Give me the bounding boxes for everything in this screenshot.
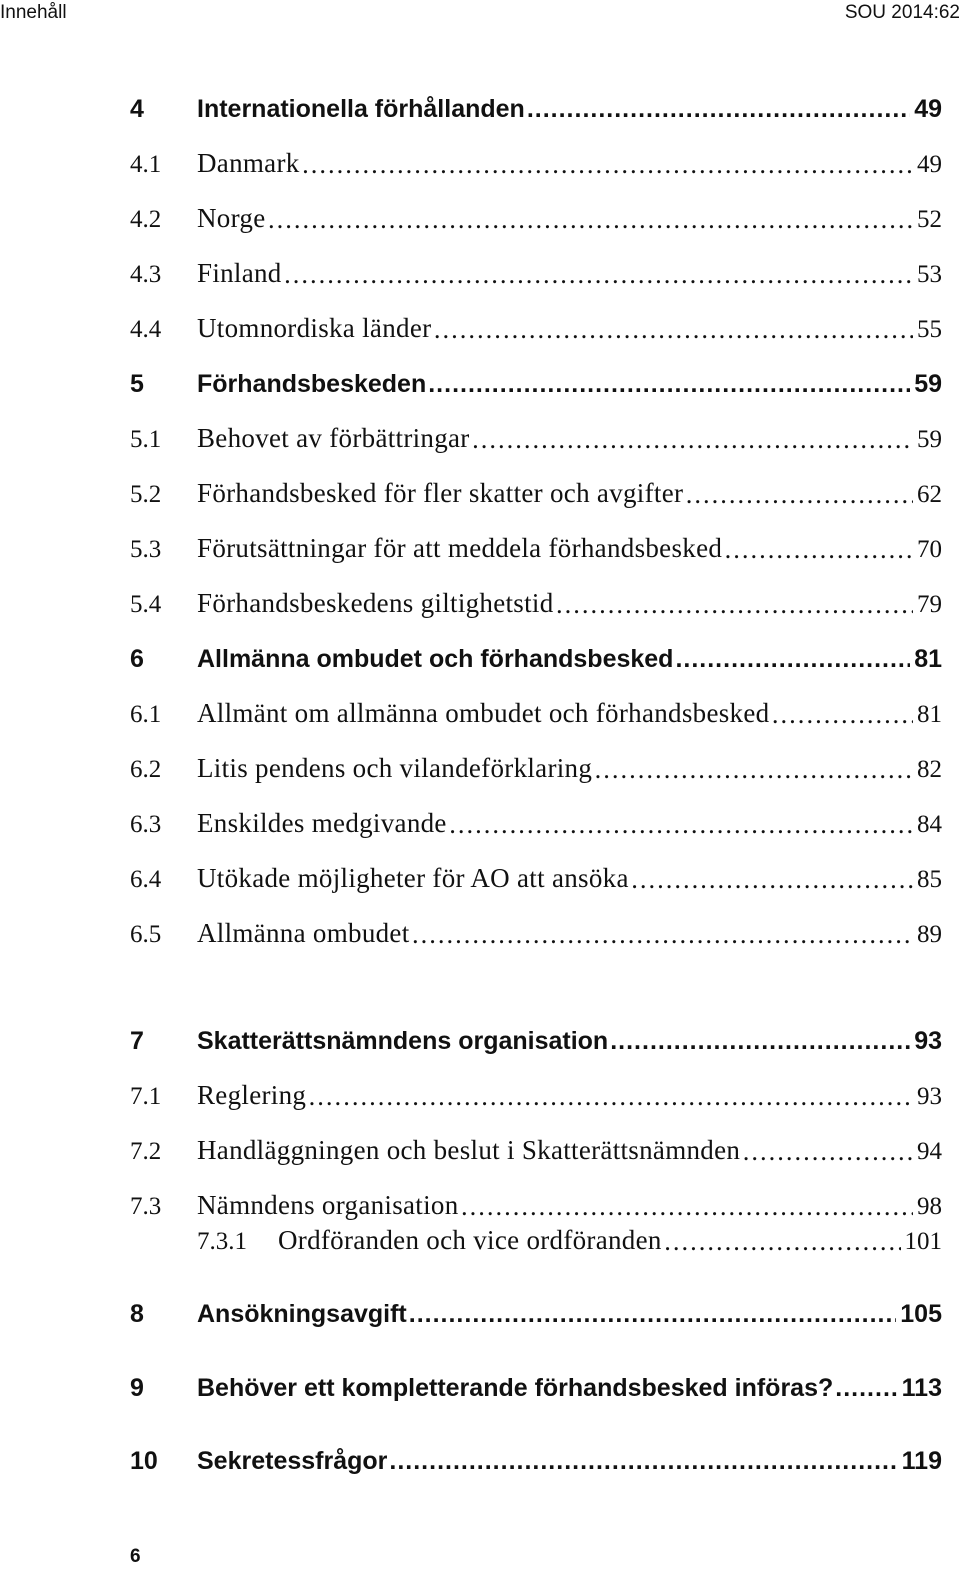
toc-leader — [685, 481, 913, 509]
toc-leader — [472, 426, 913, 454]
toc-number: 6 — [130, 645, 144, 673]
toc-title: Behovet av förbättringar — [197, 423, 470, 453]
toc-leader — [594, 756, 913, 784]
toc-chapter[interactable] — [130, 1016, 942, 1056]
toc-number: 6.3 — [130, 811, 162, 838]
toc-page: 59 — [914, 370, 942, 398]
toc-leader — [308, 1083, 913, 1111]
toc-page: 93 — [914, 1027, 942, 1055]
toc-leader — [835, 1374, 897, 1403]
toc-page: 79 — [917, 591, 942, 618]
toc-section[interactable] — [130, 249, 942, 289]
toc-leader — [389, 1447, 897, 1476]
toc-title: Enskildes medgivande — [197, 808, 447, 838]
toc-page: 105 — [900, 1300, 942, 1328]
toc-page: 53 — [917, 261, 942, 288]
toc-number: 5.2 — [130, 481, 162, 508]
toc-page: 81 — [917, 701, 942, 728]
toc-page: 81 — [914, 645, 942, 673]
toc-title: Norge — [197, 203, 266, 233]
toc-chapter[interactable] — [130, 84, 942, 124]
toc-number: 5.1 — [130, 426, 162, 453]
toc-page: 82 — [917, 756, 942, 783]
toc-number: 5 — [130, 370, 144, 398]
toc-section[interactable] — [130, 744, 942, 784]
toc-title: Allmänna ombudet och förhandsbesked — [197, 645, 674, 673]
toc-number: 10 — [130, 1447, 158, 1475]
toc-title: Allmänt om allmänna ombudet och förhandsbesked — [197, 698, 770, 728]
toc-section[interactable] — [130, 414, 942, 454]
toc-page: 93 — [917, 1083, 942, 1110]
toc-number: 8 — [130, 1300, 144, 1328]
toc-leader — [302, 151, 913, 179]
toc-title: Skatterättsnämndens organisation — [197, 1027, 609, 1055]
toc-page: 119 — [901, 1447, 942, 1475]
document-id: SOU 2014:62 — [844, 2, 960, 23]
toc-number: 7 — [130, 1027, 144, 1055]
toc-number: 6.2 — [130, 756, 162, 783]
toc-number: 6.1 — [130, 701, 162, 728]
toc-section[interactable] — [130, 524, 942, 564]
toc-section[interactable] — [130, 579, 942, 619]
toc-leader — [742, 1138, 913, 1166]
toc-title: Förhandsbeskedens giltighetstid — [197, 588, 554, 618]
toc-page: 94 — [917, 1138, 942, 1165]
toc-section[interactable] — [130, 194, 942, 234]
toc-number: 5.4 — [130, 591, 162, 618]
toc-leader — [284, 261, 913, 289]
toc-page: 98 — [917, 1193, 942, 1220]
toc-leader — [428, 370, 910, 399]
toc-number: 4 — [130, 95, 144, 123]
toc-section[interactable] — [130, 909, 942, 949]
toc-page: 52 — [917, 206, 942, 233]
toc-chapter[interactable] — [130, 1289, 942, 1329]
toc-number: 4.2 — [130, 206, 162, 233]
toc-page: 113 — [901, 1374, 942, 1402]
toc-leader — [409, 1300, 897, 1329]
toc-title: Reglering — [197, 1080, 307, 1110]
toc-leader — [527, 95, 910, 124]
toc-section[interactable] — [130, 469, 942, 509]
toc-section[interactable] — [130, 854, 942, 894]
toc-page: 101 — [904, 1228, 942, 1255]
toc-leader — [449, 811, 913, 839]
toc-title: Utomnordiska länder — [197, 313, 432, 343]
toc-title: Sekretessfrågor — [197, 1447, 388, 1475]
toc-number: 7.2 — [130, 1138, 162, 1165]
toc-section[interactable] — [130, 1181, 942, 1221]
toc-title: Ansökningsavgift — [197, 1300, 407, 1328]
toc-section[interactable] — [130, 1126, 942, 1166]
toc-page: 84 — [917, 811, 942, 838]
toc-chapter[interactable] — [130, 1363, 942, 1403]
toc-leader — [268, 206, 914, 234]
toc-page: 59 — [917, 426, 942, 453]
toc-leader — [675, 645, 910, 674]
toc-leader — [631, 866, 913, 894]
toc-leader — [771, 701, 913, 729]
toc-title: Handläggningen och beslut i Skatterättsnämnden — [197, 1135, 741, 1165]
toc-number: 7.3 — [130, 1193, 162, 1220]
toc-title: Förhandsbeskeden — [197, 370, 427, 398]
toc-section[interactable] — [130, 1071, 942, 1111]
toc-title: Danmark — [197, 148, 300, 178]
toc-section[interactable] — [130, 304, 942, 344]
toc-title: Utökade möjligheter för AO att ansöka — [197, 863, 629, 893]
toc-leader — [433, 316, 913, 344]
toc-title: Förutsättningar för att meddela förhandsbesked — [197, 533, 723, 563]
toc-number: 6.4 — [130, 866, 162, 893]
toc-number: 5.3 — [130, 536, 162, 563]
toc-leader — [610, 1027, 910, 1056]
toc-page: 49 — [914, 95, 942, 123]
toc-section[interactable] — [130, 689, 942, 729]
toc-leader — [664, 1228, 901, 1256]
toc-number: 9 — [130, 1374, 144, 1402]
toc-page: 49 — [917, 151, 942, 178]
toc-number: 4.4 — [130, 316, 162, 343]
toc-title: Förhandsbesked för fler skatter och avgifter — [197, 478, 684, 508]
toc-section[interactable] — [130, 139, 942, 179]
toc-leader — [556, 591, 913, 619]
toc-chapter[interactable] — [130, 634, 942, 674]
toc-leader — [724, 536, 913, 564]
toc-title: Internationella förhållanden — [197, 95, 525, 123]
toc-leader — [412, 921, 913, 949]
toc-page: 85 — [917, 866, 942, 893]
section-name: Innehåll — [0, 2, 67, 23]
toc-title: Litis pendens och vilandeförklaring — [197, 753, 593, 783]
toc-number: 7.3.1 — [197, 1228, 247, 1255]
toc-subsection[interactable] — [197, 1216, 942, 1256]
toc-number: 6.5 — [130, 921, 162, 948]
toc-title: Nämndens organisation — [197, 1190, 459, 1220]
toc-page: 62 — [917, 481, 942, 508]
running-header — [0, 0, 960, 30]
toc-number: 4.1 — [130, 151, 162, 178]
toc-title: Finland — [197, 258, 282, 288]
toc-page: 55 — [917, 316, 942, 343]
toc-page: 89 — [917, 921, 942, 948]
toc-page: 70 — [917, 536, 942, 563]
toc-number: 7.1 — [130, 1083, 162, 1110]
toc-title: Allmänna ombudet — [197, 918, 410, 948]
toc-title: Behöver ett kompletterande förhandsbesked införas? — [197, 1374, 834, 1402]
page-number: 6 — [130, 1546, 141, 1567]
toc-number: 4.3 — [130, 261, 162, 288]
toc-title: Ordföranden och vice ordföranden — [278, 1225, 662, 1255]
toc-section[interactable] — [130, 799, 942, 839]
toc-chapter[interactable] — [130, 359, 942, 399]
toc-chapter[interactable] — [130, 1436, 942, 1476]
